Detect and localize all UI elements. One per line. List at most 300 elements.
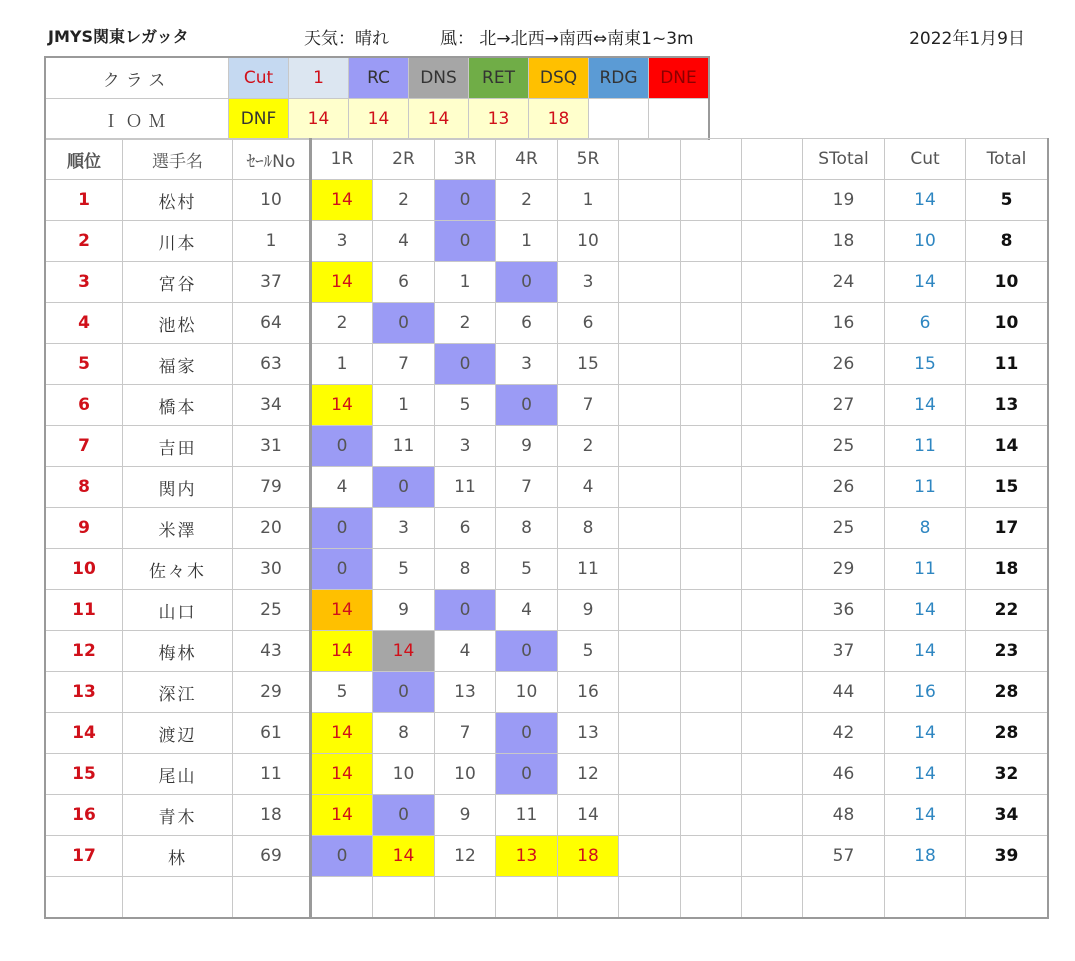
table-row <box>45 795 1048 836</box>
race-1-cell: 14 <box>311 631 373 672</box>
race-1-cell: 2 <box>311 303 373 344</box>
race-2-cell: 1 <box>373 385 435 426</box>
race-1-cell: 0 <box>311 426 373 467</box>
race-5-cell: 6 <box>558 303 619 344</box>
class-label: クラス <box>45 57 229 99</box>
table-row <box>45 672 1048 713</box>
results-table <box>44 138 1049 919</box>
race-4-cell: 0 <box>496 631 558 672</box>
rank-cell: 13 <box>45 672 123 713</box>
rank-cell: 9 <box>45 508 123 549</box>
wind-text: 風： 北→北西→南西⇔南東1~3m <box>440 29 694 49</box>
race-4-cell: 2 <box>496 180 558 221</box>
race-5-cell: 8 <box>558 508 619 549</box>
sail-no-cell: 31 <box>233 426 311 467</box>
extra-cell <box>681 631 742 672</box>
total-cell: 28 <box>966 713 1049 754</box>
race-3-cell: 5 <box>435 385 496 426</box>
race-1-cell: 1 <box>311 344 373 385</box>
table-row <box>45 631 1048 672</box>
race-2-cell: 14 <box>373 631 435 672</box>
race-3-cell: 7 <box>435 713 496 754</box>
rank-cell: 3 <box>45 262 123 303</box>
race-2-cell: 0 <box>373 672 435 713</box>
race-2-cell: 0 <box>373 467 435 508</box>
extra-cell <box>742 467 803 508</box>
legend-points-dne <box>649 99 710 140</box>
race-4-cell: 9 <box>496 426 558 467</box>
sailor-name-cell: 橋本 <box>123 385 233 426</box>
header-extra-3 <box>742 139 803 180</box>
race-2-cell: 2 <box>373 180 435 221</box>
cut-cell: 14 <box>885 180 966 221</box>
cut-cell: 15 <box>885 344 966 385</box>
sailor-name-cell: 宮谷 <box>123 262 233 303</box>
blank-cell <box>233 877 311 919</box>
header-row <box>45 139 1048 180</box>
cut-cell: 14 <box>885 754 966 795</box>
table-row <box>45 180 1048 221</box>
race-2-cell: 14 <box>373 836 435 877</box>
extra-cell <box>742 836 803 877</box>
table-row <box>45 754 1048 795</box>
table-row <box>45 344 1048 385</box>
rank-cell: 4 <box>45 303 123 344</box>
total-cell: 23 <box>966 631 1049 672</box>
race-4-cell: 11 <box>496 795 558 836</box>
race-3-cell: 10 <box>435 754 496 795</box>
extra-cell <box>619 180 681 221</box>
race-4-cell: 8 <box>496 508 558 549</box>
header-name: 選手名 <box>123 139 233 180</box>
sail-no-cell: 18 <box>233 795 311 836</box>
cut-cell: 16 <box>885 672 966 713</box>
sailor-name-cell: 青木 <box>123 795 233 836</box>
sail-no-cell: 61 <box>233 713 311 754</box>
sailor-name-cell: 吉田 <box>123 426 233 467</box>
extra-cell <box>681 836 742 877</box>
total-cell: 15 <box>966 467 1049 508</box>
table-row <box>45 713 1048 754</box>
header-rank: 順位 <box>45 139 123 180</box>
s-total-cell: 19 <box>803 180 885 221</box>
extra-cell <box>681 344 742 385</box>
extra-cell <box>619 672 681 713</box>
race-4-cell: 1 <box>496 221 558 262</box>
total-cell: 13 <box>966 385 1049 426</box>
blank-cell <box>803 877 885 919</box>
legend-code-dns: DNS <box>409 57 469 99</box>
header-s-total: STotal <box>803 139 885 180</box>
race-1-cell: 4 <box>311 467 373 508</box>
sail-no-cell: 29 <box>233 672 311 713</box>
race-5-cell: 1 <box>558 180 619 221</box>
extra-cell <box>742 590 803 631</box>
table-row <box>45 508 1048 549</box>
rank-cell: 7 <box>45 426 123 467</box>
race-4-cell: 5 <box>496 549 558 590</box>
race-4-cell: 7 <box>496 467 558 508</box>
extra-cell <box>742 344 803 385</box>
sail-no-cell: 63 <box>233 344 311 385</box>
cut-cell: 14 <box>885 631 966 672</box>
cut-cell: 11 <box>885 467 966 508</box>
rank-cell: 11 <box>45 590 123 631</box>
extra-cell <box>619 426 681 467</box>
legend-points-ret: 13 <box>469 99 529 140</box>
extra-cell <box>619 385 681 426</box>
total-cell: 32 <box>966 754 1049 795</box>
s-total-cell: 46 <box>803 754 885 795</box>
extra-cell <box>619 262 681 303</box>
date-text: 2022年1月9日 <box>909 29 1025 49</box>
legend-table <box>44 56 710 140</box>
header-extra-2 <box>681 139 742 180</box>
race-2-cell: 4 <box>373 221 435 262</box>
table-row <box>45 467 1048 508</box>
race-3-cell: 2 <box>435 303 496 344</box>
race-3-cell: 0 <box>435 180 496 221</box>
header-extra-1 <box>619 139 681 180</box>
race-2-cell: 6 <box>373 262 435 303</box>
race-5-cell: 3 <box>558 262 619 303</box>
race-2-cell: 8 <box>373 713 435 754</box>
header-cut: Cut <box>885 139 966 180</box>
race-5-cell: 14 <box>558 795 619 836</box>
race-3-cell: 3 <box>435 426 496 467</box>
extra-cell <box>681 221 742 262</box>
cut-cell: 14 <box>885 795 966 836</box>
total-cell: 39 <box>966 836 1049 877</box>
extra-cell <box>742 385 803 426</box>
race-4-cell: 13 <box>496 836 558 877</box>
total-cell: 34 <box>966 795 1049 836</box>
blank-cell <box>311 877 373 919</box>
sail-no-cell: 43 <box>233 631 311 672</box>
extra-cell <box>619 754 681 795</box>
cut-cell: 8 <box>885 508 966 549</box>
s-total-cell: 26 <box>803 344 885 385</box>
race-4-cell: 10 <box>496 672 558 713</box>
legend-code-ret: RET <box>469 57 529 99</box>
extra-cell <box>742 795 803 836</box>
table-row <box>45 590 1048 631</box>
race-3-cell: 0 <box>435 221 496 262</box>
race-5-cell: 11 <box>558 549 619 590</box>
race-4-cell: 0 <box>496 754 558 795</box>
extra-cell <box>681 467 742 508</box>
race-3-cell: 6 <box>435 508 496 549</box>
race-2-cell: 5 <box>373 549 435 590</box>
extra-cell <box>619 344 681 385</box>
cut-cell: 10 <box>885 221 966 262</box>
table-row <box>45 303 1048 344</box>
race-1-cell: 14 <box>311 713 373 754</box>
blank-cell <box>966 877 1049 919</box>
rank-cell: 15 <box>45 754 123 795</box>
rank-cell: 14 <box>45 713 123 754</box>
sailor-name-cell: 佐々木 <box>123 549 233 590</box>
race-2-cell: 3 <box>373 508 435 549</box>
blank-cell <box>681 877 742 919</box>
total-cell: 28 <box>966 672 1049 713</box>
extra-cell <box>742 549 803 590</box>
s-total-cell: 16 <box>803 303 885 344</box>
header-race-1: 1R <box>311 139 373 180</box>
legend-code-rc: RC <box>349 57 409 99</box>
header-race-3: 3R <box>435 139 496 180</box>
s-total-cell: 57 <box>803 836 885 877</box>
cut-cell: 14 <box>885 385 966 426</box>
header-race-4: 4R <box>496 139 558 180</box>
sailor-name-cell: 池松 <box>123 303 233 344</box>
table-row <box>45 262 1048 303</box>
sail-no-cell: 64 <box>233 303 311 344</box>
sailor-name-cell: 山口 <box>123 590 233 631</box>
total-cell: 10 <box>966 262 1049 303</box>
weather-text: 天気：晴れ <box>304 29 389 49</box>
extra-cell <box>681 262 742 303</box>
table-row <box>45 385 1048 426</box>
legend-points-1: 14 <box>289 99 349 140</box>
race-1-cell: 0 <box>311 836 373 877</box>
header-sail-no: ｾｰﾙNo <box>233 139 311 180</box>
total-cell: 18 <box>966 549 1049 590</box>
legend-points-rdg <box>589 99 649 140</box>
race-5-cell: 5 <box>558 631 619 672</box>
blank-cell <box>496 877 558 919</box>
race-4-cell: 4 <box>496 590 558 631</box>
race-1-cell: 0 <box>311 508 373 549</box>
blank-cell <box>45 877 123 919</box>
sail-no-cell: 11 <box>233 754 311 795</box>
race-1-cell: 5 <box>311 672 373 713</box>
sail-no-cell: 34 <box>233 385 311 426</box>
legend-points-cut: DNF <box>229 99 289 140</box>
sailor-name-cell: 福家 <box>123 344 233 385</box>
race-3-cell: 0 <box>435 590 496 631</box>
race-1-cell: 14 <box>311 754 373 795</box>
legend-value-row <box>45 99 709 140</box>
s-total-cell: 18 <box>803 221 885 262</box>
extra-cell <box>742 262 803 303</box>
rank-cell: 6 <box>45 385 123 426</box>
extra-cell <box>619 590 681 631</box>
sail-no-cell: 37 <box>233 262 311 303</box>
blank-cell <box>619 877 681 919</box>
rank-cell: 16 <box>45 795 123 836</box>
s-total-cell: 29 <box>803 549 885 590</box>
extra-cell <box>742 754 803 795</box>
extra-cell <box>681 426 742 467</box>
table-row <box>45 221 1048 262</box>
sail-no-cell: 20 <box>233 508 311 549</box>
legend-points-rc: 14 <box>349 99 409 140</box>
extra-cell <box>619 508 681 549</box>
race-1-cell: 14 <box>311 795 373 836</box>
extra-cell <box>742 672 803 713</box>
race-3-cell: 4 <box>435 631 496 672</box>
extra-cell <box>742 631 803 672</box>
sail-no-cell: 69 <box>233 836 311 877</box>
sailor-name-cell: 梅林 <box>123 631 233 672</box>
s-total-cell: 48 <box>803 795 885 836</box>
sail-no-cell: 1 <box>233 221 311 262</box>
extra-cell <box>681 508 742 549</box>
race-2-cell: 9 <box>373 590 435 631</box>
race-4-cell: 6 <box>496 303 558 344</box>
blank-row <box>45 877 1048 919</box>
extra-cell <box>681 180 742 221</box>
class-value: ＩＯＭ <box>45 99 229 140</box>
race-4-cell: 3 <box>496 344 558 385</box>
s-total-cell: 36 <box>803 590 885 631</box>
header-total: Total <box>966 139 1049 180</box>
rank-cell: 10 <box>45 549 123 590</box>
sailor-name-cell: 林 <box>123 836 233 877</box>
race-5-cell: 15 <box>558 344 619 385</box>
table-row <box>45 836 1048 877</box>
race-5-cell: 9 <box>558 590 619 631</box>
rank-cell: 17 <box>45 836 123 877</box>
blank-cell <box>123 877 233 919</box>
extra-cell <box>742 426 803 467</box>
legend-code-rdg: RDG <box>589 57 649 99</box>
race-5-cell: 10 <box>558 221 619 262</box>
race-1-cell: 14 <box>311 385 373 426</box>
extra-cell <box>742 508 803 549</box>
extra-cell <box>742 303 803 344</box>
total-cell: 10 <box>966 303 1049 344</box>
sailor-name-cell: 深江 <box>123 672 233 713</box>
extra-cell <box>619 795 681 836</box>
race-2-cell: 0 <box>373 303 435 344</box>
race-3-cell: 11 <box>435 467 496 508</box>
extra-cell <box>681 795 742 836</box>
blank-cell <box>558 877 619 919</box>
extra-cell <box>681 549 742 590</box>
total-cell: 22 <box>966 590 1049 631</box>
extra-cell <box>619 713 681 754</box>
race-5-cell: 4 <box>558 467 619 508</box>
blank-cell <box>435 877 496 919</box>
race-5-cell: 16 <box>558 672 619 713</box>
s-total-cell: 37 <box>803 631 885 672</box>
s-total-cell: 27 <box>803 385 885 426</box>
blank-cell <box>373 877 435 919</box>
race-1-cell: 3 <box>311 221 373 262</box>
s-total-cell: 26 <box>803 467 885 508</box>
race-4-cell: 0 <box>496 385 558 426</box>
extra-cell <box>619 549 681 590</box>
cut-cell: 11 <box>885 549 966 590</box>
extra-cell <box>619 221 681 262</box>
race-3-cell: 8 <box>435 549 496 590</box>
header-race-5: 5R <box>558 139 619 180</box>
race-3-cell: 0 <box>435 344 496 385</box>
legend-code-cut: Cut <box>229 57 289 99</box>
race-3-cell: 13 <box>435 672 496 713</box>
total-cell: 11 <box>966 344 1049 385</box>
s-total-cell: 25 <box>803 508 885 549</box>
cut-cell: 11 <box>885 426 966 467</box>
sailor-name-cell: 米澤 <box>123 508 233 549</box>
sailor-name-cell: 関内 <box>123 467 233 508</box>
total-cell: 17 <box>966 508 1049 549</box>
sailor-name-cell: 渡辺 <box>123 713 233 754</box>
sailor-name-cell: 尾山 <box>123 754 233 795</box>
race-2-cell: 7 <box>373 344 435 385</box>
race-1-cell: 0 <box>311 549 373 590</box>
extra-cell <box>742 713 803 754</box>
race-3-cell: 12 <box>435 836 496 877</box>
race-4-cell: 0 <box>496 262 558 303</box>
total-cell: 14 <box>966 426 1049 467</box>
race-5-cell: 13 <box>558 713 619 754</box>
total-cell: 8 <box>966 221 1049 262</box>
header-race-2: 2R <box>373 139 435 180</box>
race-1-cell: 14 <box>311 262 373 303</box>
s-total-cell: 44 <box>803 672 885 713</box>
race-5-cell: 2 <box>558 426 619 467</box>
blank-cell <box>885 877 966 919</box>
extra-cell <box>619 303 681 344</box>
cut-cell: 18 <box>885 836 966 877</box>
regatta-title: JMYS関東レガッタ <box>48 27 189 46</box>
extra-cell <box>681 385 742 426</box>
race-2-cell: 0 <box>373 795 435 836</box>
extra-cell <box>681 713 742 754</box>
extra-cell <box>619 631 681 672</box>
extra-cell <box>681 754 742 795</box>
legend-code-dne: DNE <box>649 57 710 99</box>
blank-cell <box>742 877 803 919</box>
race-1-cell: 14 <box>311 590 373 631</box>
table-row <box>45 426 1048 467</box>
rank-cell: 2 <box>45 221 123 262</box>
cut-cell: 6 <box>885 303 966 344</box>
sailor-name-cell: 松村 <box>123 180 233 221</box>
total-cell: 5 <box>966 180 1049 221</box>
s-total-cell: 24 <box>803 262 885 303</box>
cut-cell: 14 <box>885 590 966 631</box>
race-3-cell: 9 <box>435 795 496 836</box>
extra-cell <box>681 590 742 631</box>
cut-cell: 14 <box>885 713 966 754</box>
legend-label-row <box>45 57 709 99</box>
extra-cell <box>742 221 803 262</box>
race-5-cell: 12 <box>558 754 619 795</box>
sail-no-cell: 25 <box>233 590 311 631</box>
race-5-cell: 18 <box>558 836 619 877</box>
rank-cell: 8 <box>45 467 123 508</box>
race-2-cell: 10 <box>373 754 435 795</box>
sailor-name-cell: 川本 <box>123 221 233 262</box>
race-5-cell: 7 <box>558 385 619 426</box>
extra-cell <box>681 303 742 344</box>
sail-no-cell: 79 <box>233 467 311 508</box>
sail-no-cell: 10 <box>233 180 311 221</box>
rank-cell: 5 <box>45 344 123 385</box>
extra-cell <box>681 672 742 713</box>
race-4-cell: 0 <box>496 713 558 754</box>
extra-cell <box>619 836 681 877</box>
race-3-cell: 1 <box>435 262 496 303</box>
sail-no-cell: 30 <box>233 549 311 590</box>
cut-cell: 14 <box>885 262 966 303</box>
extra-cell <box>619 467 681 508</box>
legend-code-1: 1 <box>289 57 349 99</box>
